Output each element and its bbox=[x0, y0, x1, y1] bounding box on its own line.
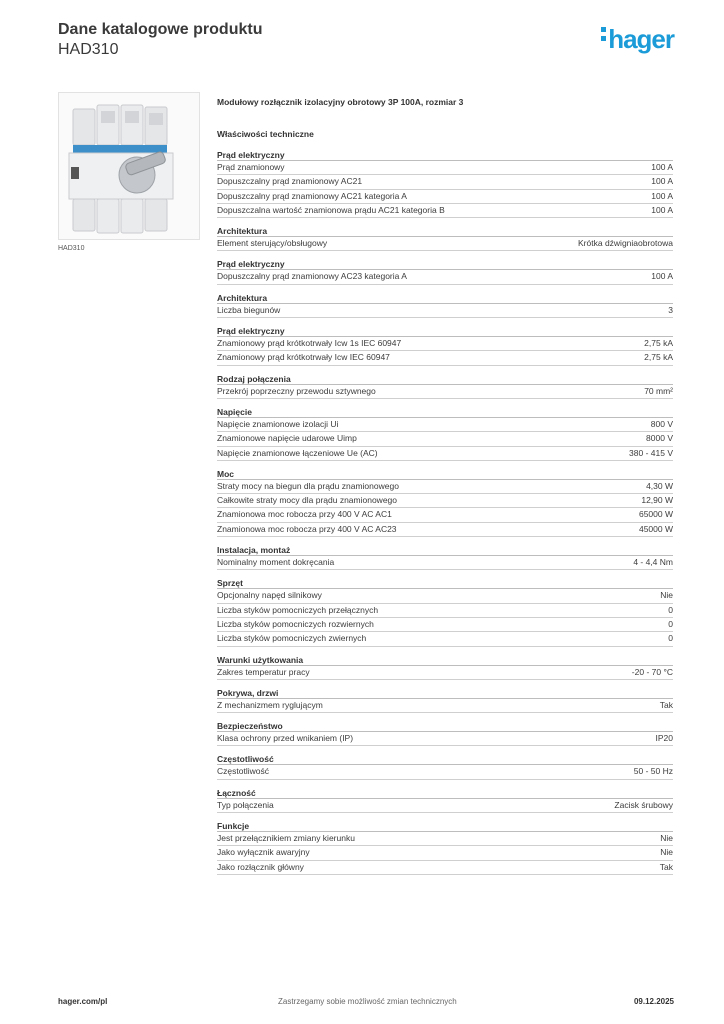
spec-value: 12,90 W bbox=[641, 495, 673, 506]
spec-value: 8000 V bbox=[646, 433, 673, 444]
spec-row bbox=[217, 732, 673, 746]
spec-group bbox=[217, 373, 673, 399]
group-title: Częstotliwość bbox=[217, 753, 673, 765]
product-image bbox=[58, 92, 200, 240]
spec-label: Znamionowa moc robocza przy 400 V AC AC1 bbox=[217, 509, 392, 520]
group-title: Architektura bbox=[217, 225, 673, 237]
spec-value: 45000 W bbox=[638, 523, 673, 534]
spec-row bbox=[217, 337, 673, 351]
spec-row bbox=[217, 632, 673, 646]
spec-label: Znamionowa moc robocza przy 400 V AC AC23 bbox=[217, 523, 397, 534]
spec-row bbox=[217, 175, 673, 189]
spec-row bbox=[217, 204, 673, 218]
spec-label: Zakres temperatur pracy bbox=[217, 666, 310, 677]
spec-row bbox=[217, 447, 673, 461]
spec-group bbox=[217, 325, 673, 366]
spec-label: Liczba biegunów bbox=[217, 304, 281, 315]
spec-row bbox=[217, 161, 673, 175]
spec-group bbox=[217, 787, 673, 813]
spec-group bbox=[217, 292, 673, 318]
spec-value: 50 - 50 Hz bbox=[633, 766, 673, 777]
group-title: Łączność bbox=[217, 787, 673, 799]
spec-value: 800 V bbox=[650, 418, 673, 429]
logo-text: hager bbox=[608, 24, 674, 54]
page-footer bbox=[58, 997, 674, 1011]
spec-label: Jest przełącznikiem zmiany kierunku bbox=[217, 833, 355, 844]
spec-row bbox=[217, 385, 673, 399]
spec-value: 100 A bbox=[651, 204, 673, 215]
footer-note: Zastrzegamy sobie możliwość zmian technicznych bbox=[278, 997, 457, 1006]
group-title: Pokrywa, drzwi bbox=[217, 687, 673, 699]
spec-row bbox=[217, 480, 673, 494]
spec-row bbox=[217, 270, 673, 284]
spec-row bbox=[217, 494, 673, 508]
spec-label: Dopuszczalny prąd znamionowy AC23 kategoria A bbox=[217, 271, 407, 282]
spec-row bbox=[217, 799, 673, 813]
spec-group bbox=[217, 753, 673, 779]
spec-label: Znamionowy prąd krótkotrwały Icw 1s IEC 60947 bbox=[217, 338, 402, 349]
spec-label: Liczba styków pomocniczych rozwiernych bbox=[217, 618, 374, 629]
spec-value: 100 A bbox=[651, 162, 673, 172]
group-title: Rodzaj połączenia bbox=[217, 373, 673, 385]
group-title: Napięcie bbox=[217, 406, 673, 418]
group-title: Prąd elektryczny bbox=[217, 149, 673, 161]
spec-label: Jako wyłącznik awaryjny bbox=[217, 847, 310, 858]
spec-value: 100 A bbox=[651, 176, 673, 187]
spec-label: Liczba styków pomocniczych zwiernych bbox=[217, 633, 367, 644]
spec-row bbox=[217, 304, 673, 318]
spec-label: Z mechanizmem ryglującym bbox=[217, 699, 323, 710]
spec-label: Napięcie znamionowe izolacji Ui bbox=[217, 418, 339, 429]
group-title: Architektura bbox=[217, 292, 673, 304]
spec-label: Klasa ochrony przed wnikaniem (IP) bbox=[217, 733, 354, 744]
spec-group bbox=[217, 225, 673, 251]
spec-label: Nominalny moment dokręcania bbox=[217, 557, 335, 568]
spec-group bbox=[217, 468, 673, 537]
spec-value: 2,75 kA bbox=[644, 338, 673, 349]
spec-label: Napięcie znamionowe łączeniowe Ue (AC) bbox=[217, 447, 378, 458]
spec-label: Jako rozłącznik główny bbox=[217, 861, 304, 872]
document-title: Dane katalogowe produktu bbox=[58, 21, 263, 38]
spec-value: Krótka dźwigniaobrotowa bbox=[578, 238, 673, 249]
spec-label: Dopuszczalny prąd znamionowy AC21 bbox=[217, 176, 363, 187]
spec-label: Straty mocy na biegun dla prądu znamionowego bbox=[217, 480, 399, 491]
spec-content bbox=[217, 97, 673, 875]
spec-value: 0 bbox=[668, 618, 673, 629]
spec-label: Częstotliwość bbox=[217, 766, 269, 777]
spec-row bbox=[217, 432, 673, 446]
section-title: Właściwości techniczne bbox=[217, 129, 314, 139]
image-caption: HAD310 bbox=[58, 245, 85, 252]
spec-row bbox=[217, 523, 673, 537]
spec-value: 0 bbox=[668, 604, 673, 615]
spec-value: Nie bbox=[660, 833, 673, 844]
spec-row bbox=[217, 765, 673, 779]
rotary-switch-image bbox=[59, 93, 199, 239]
spec-row bbox=[217, 832, 673, 846]
group-title: Bezpieczeństwo bbox=[217, 720, 673, 732]
spec-group bbox=[217, 820, 673, 875]
spec-label: Liczba styków pomocniczych przełącznych bbox=[217, 604, 379, 615]
spec-label: Znamionowe napięcie udarowe Uimp bbox=[217, 433, 357, 444]
spec-group bbox=[217, 687, 673, 713]
spec-row bbox=[217, 351, 673, 365]
spec-group bbox=[217, 258, 673, 284]
spec-value: 4 - 4,4 Nm bbox=[633, 557, 673, 568]
spec-value: Nie bbox=[660, 847, 673, 858]
group-title: Funkcje bbox=[217, 820, 673, 832]
spec-value: 380 - 415 V bbox=[629, 447, 673, 458]
spec-group bbox=[217, 149, 673, 218]
product-code: HAD310 bbox=[58, 41, 119, 58]
spec-value: 3 bbox=[668, 304, 673, 315]
spec-label: Dopuszczalna wartość znamionowa prądu AC21 kategoria B bbox=[217, 204, 445, 215]
spec-value: 2,75 kA bbox=[644, 352, 673, 363]
spec-value: 0 bbox=[668, 633, 673, 644]
group-title: Warunki użytkowania bbox=[217, 654, 673, 666]
spec-row bbox=[217, 604, 673, 618]
spec-row bbox=[217, 508, 673, 522]
spec-label: Przekrój poprzeczny przewodu sztywnego bbox=[217, 385, 376, 396]
spec-groups bbox=[217, 149, 673, 875]
group-title: Prąd elektryczny bbox=[217, 258, 673, 270]
spec-row bbox=[217, 556, 673, 570]
group-title: Instalacja, montaż bbox=[217, 544, 673, 556]
spec-group bbox=[217, 654, 673, 680]
product-description: Modułowy rozłącznik izolacyjny obrotowy 3P 100A, rozmiar 3 bbox=[217, 97, 464, 107]
spec-row bbox=[217, 666, 673, 680]
spec-label: Prąd znamionowy bbox=[217, 162, 285, 172]
spec-value: Tak bbox=[659, 861, 673, 872]
group-title: Sprzęt bbox=[217, 577, 673, 589]
footer-date: 09.12.2025 bbox=[633, 997, 674, 1006]
spec-value: Zacisk śrubowy bbox=[614, 799, 673, 810]
spec-row bbox=[217, 846, 673, 860]
spec-value: 70 mm² bbox=[644, 385, 673, 396]
spec-group bbox=[217, 577, 673, 646]
spec-value: 100 A bbox=[651, 271, 673, 282]
page-header bbox=[58, 20, 674, 64]
spec-row bbox=[217, 418, 673, 432]
spec-label: Całkowite straty mocy dla prądu znamionowego bbox=[217, 495, 398, 506]
footer-url[interactable]: hager.com/pl bbox=[58, 997, 108, 1006]
hager-logo bbox=[601, 24, 674, 54]
spec-row bbox=[217, 861, 673, 875]
spec-label: Element sterujący/obsługowy bbox=[217, 238, 328, 249]
group-title: Moc bbox=[217, 468, 673, 480]
spec-value: 100 A bbox=[651, 190, 673, 201]
spec-label: Typ połączenia bbox=[217, 799, 274, 810]
spec-label: Opcjonalny napęd silnikowy bbox=[217, 590, 322, 601]
spec-group bbox=[217, 544, 673, 570]
spec-row bbox=[217, 190, 673, 204]
spec-value: Tak bbox=[659, 699, 673, 710]
spec-row bbox=[217, 237, 673, 251]
spec-value: -20 - 70 °C bbox=[631, 666, 673, 677]
spec-row bbox=[217, 618, 673, 632]
spec-value: 65000 W bbox=[638, 509, 673, 520]
spec-value: Nie bbox=[660, 590, 673, 601]
spec-value: 4,30 W bbox=[646, 480, 673, 491]
group-title: Prąd elektryczny bbox=[217, 325, 673, 337]
spec-value: IP20 bbox=[655, 733, 673, 744]
spec-group bbox=[217, 406, 673, 461]
spec-label: Dopuszczalny prąd znamionowy AC21 kategoria A bbox=[217, 190, 407, 201]
spec-row bbox=[217, 589, 673, 603]
spec-row bbox=[217, 699, 673, 713]
spec-label: Znamionowy prąd krótkotrwały Icw IEC 60947 bbox=[217, 352, 390, 363]
logo-dots-icon bbox=[601, 27, 606, 45]
spec-group bbox=[217, 720, 673, 746]
